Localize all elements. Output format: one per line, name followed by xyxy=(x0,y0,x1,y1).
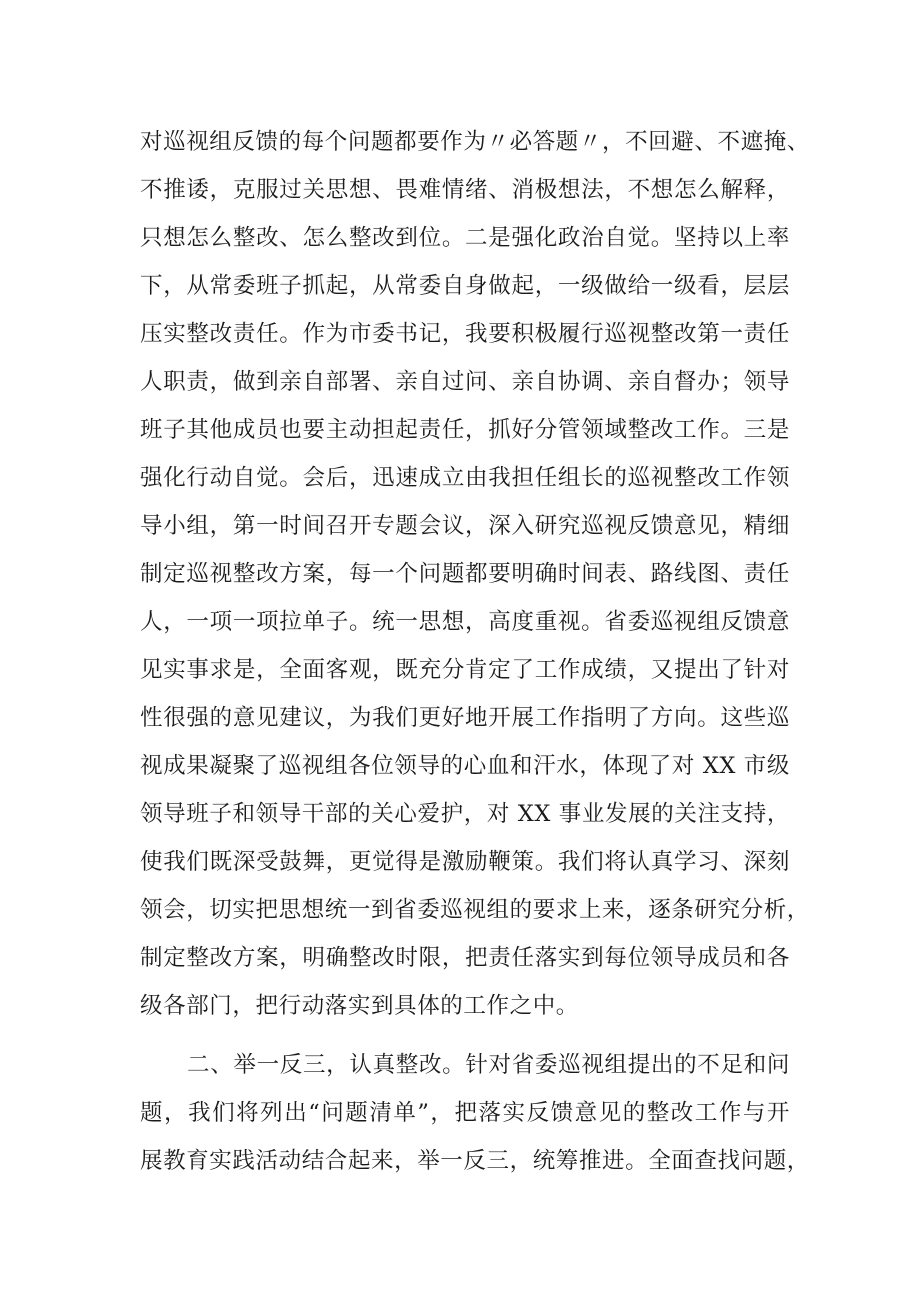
paragraph-1-line-12: 见实事求是，全面客观，既充分肯定了工作成绩，又提出了针对 xyxy=(140,657,790,683)
paragraph-1-line-11: 人，一项一项拉单子。统一思想，高度重视。省委巡视组反馈意 xyxy=(140,609,790,635)
paragraph-1-line-5: 压实整改责任。作为市委书记，我要积极履行巡视整改第一责任 xyxy=(140,321,790,347)
paragraph-1-line-10: 制定巡视整改方案，每一个问题都要明确时间表、路线图、责任 xyxy=(140,561,790,587)
paragraph-2-line-2: 题，我们将列出“问题清单”，把落实反馈意见的整改工作与开 xyxy=(140,1100,790,1126)
paragraph-1-line-2: 不推诿，克服过关思想、畏难情绪、消极想法，不想怎么解释， xyxy=(140,177,790,203)
paragraph-1-line-15: 领导班子和领导干部的关心爱护，对 XX 事业发展的关注支持， xyxy=(140,801,790,827)
paragraph-1-line-18: 制定整改方案，明确整改时限，把责任落实到每位领导成员和各 xyxy=(140,945,790,971)
document-body xyxy=(140,118,810,1185)
paragraph-2-line-3: 展教育实践活动结合起来，举一反三，统筹推进。全面查找问题， xyxy=(140,1148,810,1174)
paragraph-1-line-17: 领会，切实把思想统一到省委巡视组的要求上来，逐条研究分析， xyxy=(140,897,810,923)
paragraph-1-line-19: 级各部门，把行动落实到具体的工作之中。 xyxy=(140,993,579,1019)
paragraph-1-line-4: 下，从常委班子抓起，从常委自身做起，一级做给一级看，层层 xyxy=(140,273,790,299)
paragraph-spacer xyxy=(140,1030,790,1041)
paragraph-1-line-14: 视成果凝聚了巡视组各位领导的心血和汗水，体现了对 XX 市级 xyxy=(140,753,790,779)
paragraph-2-line-1: 二、举一反三，认真整改。针对省委巡视组提出的不足和问 xyxy=(187,1052,790,1078)
paragraph-1-line-3: 只想怎么整改、怎么整改到位。二是强化政治自觉。坚持以上率 xyxy=(140,225,790,251)
paragraph-1-line-9: 导小组，第一时间召开专题会议，深入研究巡视反馈意见，精细 xyxy=(140,513,790,539)
paragraph-1-line-6: 人职责，做到亲自部署、亲自过问、亲自协调、亲自督办；领导 xyxy=(140,369,790,395)
paragraph-1-line-1: 对巡视组反馈的每个问题都要作为〃必答题〃，不回避、不遮掩、 xyxy=(140,129,810,155)
paragraph-1-line-7: 班子其他成员也要主动担起责任，抓好分管领域整改工作。三是 xyxy=(140,417,790,443)
paragraph-1-line-8: 强化行动自觉。会后，迅速成立由我担任组长的巡视整改工作领 xyxy=(140,465,790,491)
paragraph-1-line-13: 性很强的意见建议，为我们更好地开展工作指明了方向。这些巡 xyxy=(140,705,790,731)
paragraph-1-line-16: 使我们既深受鼓舞，更觉得是激励鞭策。我们将认真学习、深刻 xyxy=(140,849,790,875)
